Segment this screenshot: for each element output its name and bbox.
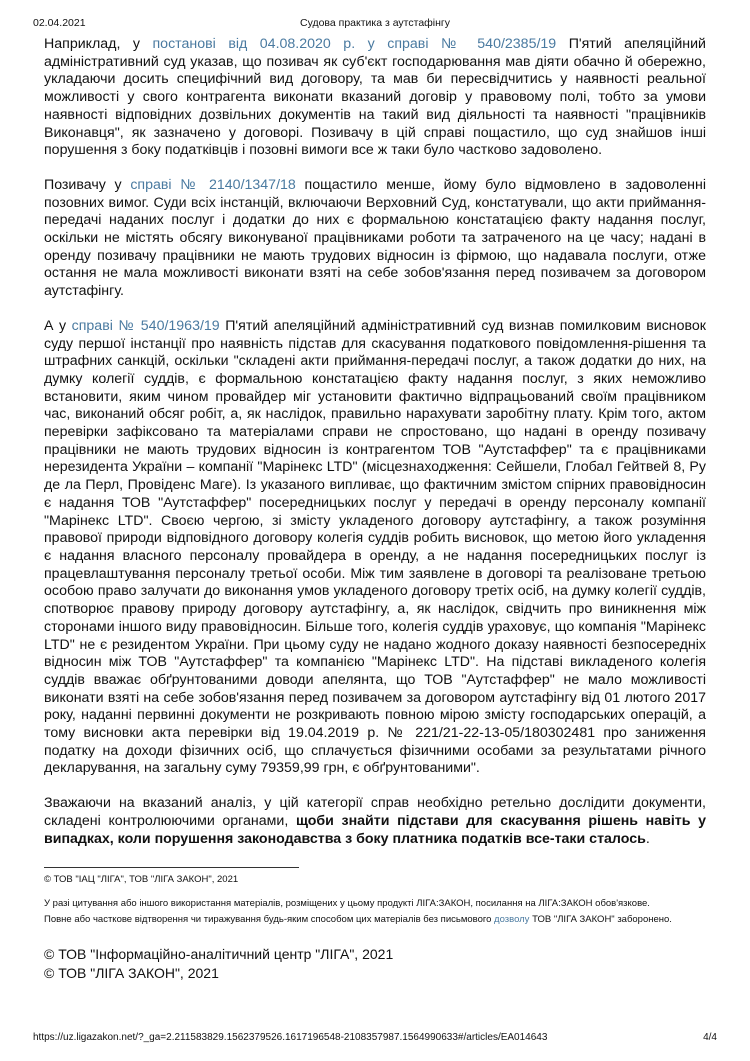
copyright-notice bbox=[44, 896, 706, 928]
case-link-2140-1347-18[interactable]: справі № 2140/1347/18 bbox=[130, 176, 296, 193]
document-header-title: Судова практика з аутстафінгу bbox=[299, 17, 451, 29]
notice-line-1: У разі цитування або іншого використання матеріалів, розміщених у цьому продукті ЛІГА:ЗАКОН, посилання на ЛІГА:ЗАКОН обов'язкове. bbox=[44, 898, 650, 910]
final-copyright-line-1: © ТОВ "Інформаційно-аналітичний центр "ЛІГА", 2021 bbox=[44, 946, 394, 963]
paragraph-3-lead: А у bbox=[44, 317, 72, 334]
case-link-540-2385-19[interactable]: постанові від 04.08.2020 р. у справі № 540/2385/19 bbox=[152, 36, 557, 52]
page-url: https://uz.ligazakon.net/?_ga=2.211583829.1562379526.1617196548-2108357987.1564990633#/articles/EA014643 bbox=[33, 1032, 548, 1043]
case-link-540-1963-19[interactable]: справі № 540/1963/19 bbox=[71, 317, 220, 334]
notice-line-2-before: Повне або часткове відтворення чи тиражування будь-яким способом цих матеріалів без письмового bbox=[44, 914, 495, 926]
paragraph-4-conclusion bbox=[44, 795, 706, 848]
notice-line-2 bbox=[44, 912, 706, 928]
paragraph-1-text: П'ятий апеляційний адміністративний суд указав, що позивач як суб'єкт господарювання мав діяти обачно й обережно, укладаючи досить специфічний вид договору, та мав би пересвідчитись у наявності реальної можливості у свого контрагента виконати вказаний договір у правовому полі, тобто за умови наявності відповідних дозвільних документів на такий вид діяльності та наявності "працівників Виконавця", як зазначено у договорі. Позивачу в цій справі пощастило, що суд знайшов інші порушення з боку податківців і позовні вимоги все ж таки було частково задоволено. bbox=[44, 36, 706, 159]
paragraph-2-lead: Позивачу у bbox=[44, 176, 131, 193]
paragraph-4-bold-conclusion: щоби знайти підстави для скасування рішень навіть у випадках, коли порушення законодавства з боку платника податків все-таки сталось bbox=[44, 812, 706, 847]
footnote-copyright: © ТОВ "ІАЦ "ЛІГА", ТОВ "ЛІГА ЗАКОН", 2021 bbox=[44, 874, 239, 886]
paragraph-3-text: П'ятий апеляційний адміністративний суд визнав помилковим висновок суду першої інстанції про наявність підстав для скасування податкового повідомлення-рішення та штрафних санкцій, оскільки "складені акти приймання-передачі послуг, а також додатки до них, на думку колегії суддів, є формальною констатацією факту надання послуг, з яких неможливо встановити, яким чином провайдер міг установити фактично відпрацьований своїм працівником час, виконаний обсяг робіт, а, як наслідок, правильно нарахувати заробітну плату. Крім того, актом перевірки зафіксовано та матеріалами справи не спростовано, що надані в оренду позивачу працівники не мають трудових відносин із контрагентом ТОВ "Аутстаффер" та є працівниками нерезидента України – компанії "Марінекс LTD" (місцезнаходження: Сейшели, Глобал Гейтвей 8, Ру де ла Перл, Провіденс Маге). Із указаного випливає, що фактичним змістом спірних правовідносин є надання ТОВ "Аутстаффер" посередницьких послуг у передачі в оренду персоналу компанії "Марінекс LTD". Своєю чергою, зі змісту укладеного договору аутстафінгу, а також розуміння правової природи відповідного договору колегія суддів робить висновок, що метою його укладення є надання власного персоналу провайдера в оренду, а не надання посередницьких послуг із працевлаштування персоналу третьої особи. Між тим заявлене в договорі та реалізоване третьою особою право залучати до виконання умов укладеного договору третіх осіб, на думку колегії суддів, спотворює правову природу договору аутстафінгу, а, як наслідок, свідчить про виникнення між сторонами іншого виду правовідносин. Більше того, колегія суддів ураховує, що компанія "Марінекс LTD" не є резидентом України. При цьому суду не надано жодного доказу наявності безпосередніх відносин між ТОВ "Аутстаффер" та компанією "Марінекс LTD". На підставі викладеного колегія суддів вважає обґрунтованими доводи апелянта, що ТОВ "Аутстаффер" не мало можливості виконати взяті на себе зобов'язання перед позивачем за договором аутстафінгу від 01 лютого 2017 року, наданні первинні документи не розкривають повною мірою змісту господарських операцій, а тому висновки акта перевірки від 19.04.2019 р. № 221/21-22-13-05/180302481 про заниження податку на доходи фізичних осіб, що сплачується фізичними особами за результатами річного декларування, на загальну суму 79359,99 грн, є обґрунтованими". bbox=[44, 317, 706, 777]
paragraph-4-end: . bbox=[645, 830, 650, 847]
permission-link[interactable]: дозволу bbox=[494, 914, 530, 926]
paragraph-2 bbox=[44, 177, 706, 301]
notice-line-2-after: ТОВ "ЛІГА ЗАКОН" заборонено. bbox=[529, 914, 672, 926]
final-copyright-line-2: © ТОВ "ЛІГА ЗАКОН", 2021 bbox=[44, 965, 219, 982]
page-number: 4/4 bbox=[703, 1032, 717, 1043]
print-date: 02.04.2021 bbox=[33, 17, 86, 29]
final-copyright bbox=[44, 945, 706, 983]
paragraph-3 bbox=[44, 318, 706, 778]
article-content bbox=[44, 36, 706, 983]
footnote-divider bbox=[44, 867, 299, 868]
paragraph-2-text: пощастило менше, йому було відмовлено в задоволенні позовних вимог. Суди всіх інстанцій, включаючи Верховний Суд, констатували, що акти приймання-передачі наданих послуг і додатки до них є формальною констатацією факту надання послуг, оскільки не містять обсягу виконуваної працівниками роботи та затраченого на це часу; надані в оренду позивачу працівники не мають трудових відносин із фірмою, що надавала послуги, отже остання не мала можливості виконати взяті на себе зобов'язання перед позивачем за договором аутстафінгу. bbox=[44, 176, 706, 300]
paragraph-1-lead: Наприклад, у bbox=[44, 36, 153, 52]
paragraph-4-text: Зважаючи на вказаний аналіз, у цій категорії справ необхідно ретельно дослідити документи, складені контролюючими органами, bbox=[44, 795, 706, 829]
paragraph-1 bbox=[44, 36, 706, 160]
